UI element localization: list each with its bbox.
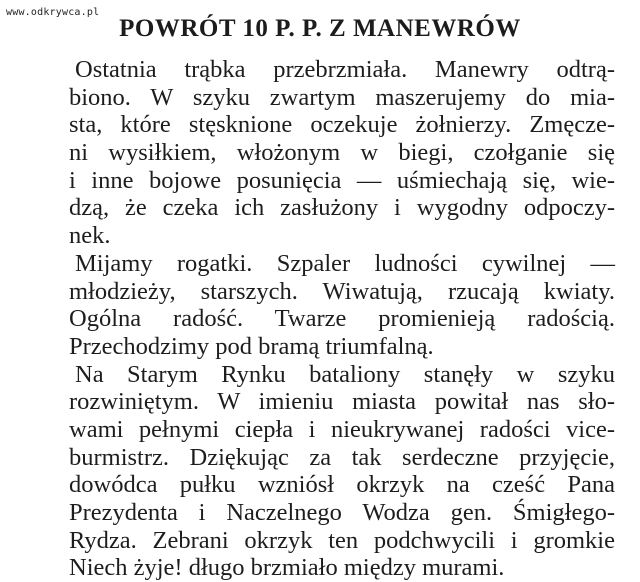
text-line: wami pełnymi ciepła i nieukrywanej radości vice-: [69, 415, 615, 443]
text-line: młodzieży, starszych. Wiwatują, rzucają kwiaty.: [69, 277, 615, 305]
article-body: [69, 56, 615, 582]
text-line: nek.: [69, 222, 111, 250]
text-line: burmistrz. Dziękując za tak serdeczne przyjęcie,: [69, 443, 615, 471]
article-title: POWRÓT 10 P. P. Z MANEWRÓW: [119, 15, 521, 42]
text-line: Niech żyje! długo brzmiało między murami.: [69, 554, 505, 582]
text-line: Prezydenta i Naczelnego Wodza gen. Śmigłego-: [69, 499, 615, 526]
paragraph-3: [69, 360, 615, 582]
paragraph-2: [69, 249, 615, 361]
text-line: i inne bojowe posunięcia — uśmiechają się, wie-: [69, 166, 615, 194]
text-line: Mijamy rogatki. Szpaler ludności cywilnej —: [75, 249, 615, 277]
text-line: Na Starym Rynku bataliony stanęły w szyku: [75, 360, 615, 388]
text-line: rozwiniętym. W imieniu miasta powitał nas sło-: [69, 388, 615, 416]
text-line: Ogólna radość. Twarze promienieją radością.: [69, 305, 615, 333]
text-line: dowódca pułku wzniósł okrzyk na cześć Pana: [69, 471, 615, 499]
paragraph-1: [69, 56, 615, 250]
site-watermark: www.odkrywca.pl: [6, 7, 100, 18]
text-line: Rydza. Zebrani okrzyk ten podchwycili i gromkie: [69, 526, 615, 554]
text-line: ni wysiłkiem, włożonym w biegi, czołganie się: [69, 139, 615, 167]
text-line: biono. W szyku zwartym maszerujemy do mia-: [69, 83, 615, 111]
text-line: sta, które stęsknione oczekuje żołnierzy. Zmęcze-: [69, 111, 615, 139]
text-line: Ostatnia trąbka przebrzmiała. Manewry odtrą-: [75, 56, 615, 83]
text-line: dzą, że czeka ich zasłużony i wygodny odpoczy-: [69, 194, 615, 222]
text-line: Przechodzimy pod bramą triumfalną.: [69, 332, 434, 360]
